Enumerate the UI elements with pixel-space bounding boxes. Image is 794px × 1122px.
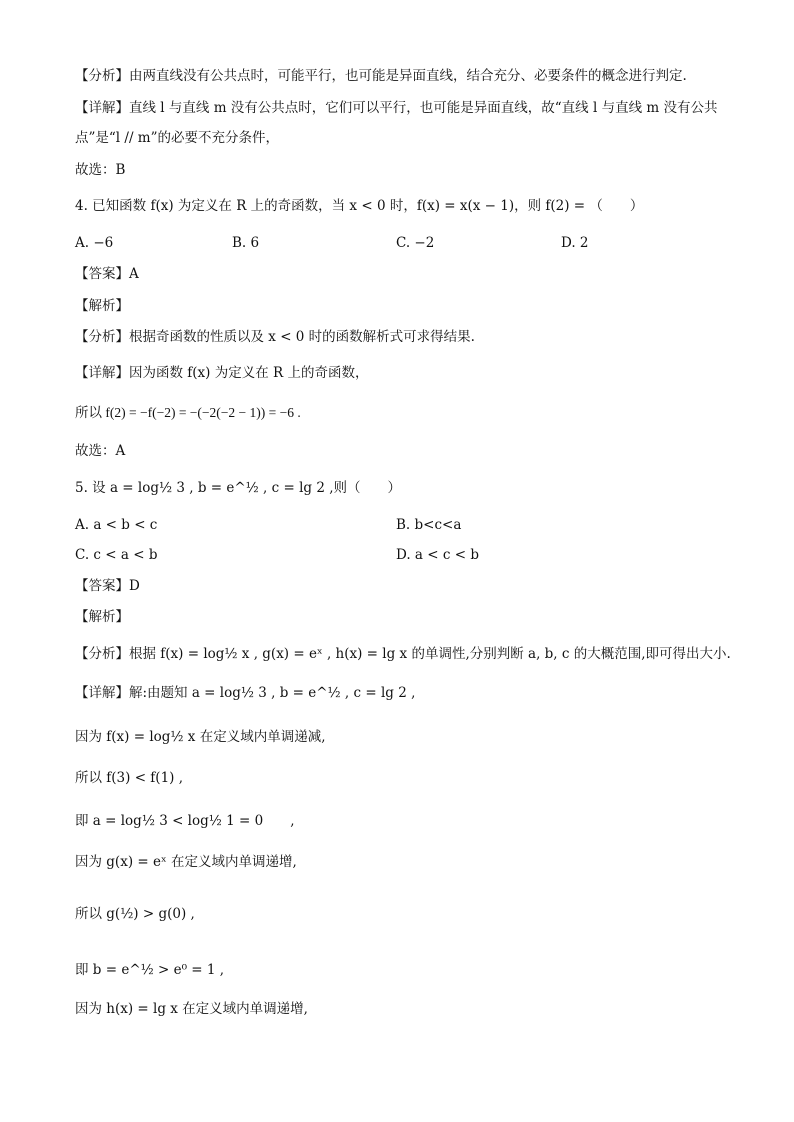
detail-line-q3: 【详解】直线 l 与直线 m 没有公共点时，它们可以平行，也可能是异面直线，故“直线 l 与直线 m 没有公共 bbox=[75, 100, 718, 116]
q5-option-a: A. a < b < c bbox=[75, 517, 158, 533]
q5-option-d: D. a < c < b bbox=[396, 547, 479, 563]
calc-q4: 所以 f(2) = −f(−2) = −(−2(−2 − 1)) = −6 . bbox=[75, 405, 301, 420]
choice-q4: 故选：A bbox=[75, 443, 126, 459]
solution-q5: 【解析】 bbox=[75, 609, 129, 625]
analysis-line-q3: 【分析】由两直线没有公共点时，可能平行，也可能是异面直线，结合充分、必要条件的概念进行判定. bbox=[75, 68, 687, 84]
step-f-compare: 所以 f(3) < f(1) , bbox=[75, 770, 184, 786]
detail-q4: 【详解】因为函数 f(x) 为定义在 R 上的奇函数， bbox=[75, 365, 369, 381]
step-b-greater: 即 b = e^½ > e⁰ = 1 , bbox=[75, 962, 225, 978]
step-h-increasing: 因为 h(x) = lg x 在定义域内单调递增, bbox=[75, 1001, 308, 1017]
analysis-q5: 【分析】根据 f(x) = log½ x , g(x) = eˣ , h(x) = lg x 的单调性,分别判断 a, b, c 的大概范围,即可得出大小. bbox=[75, 646, 731, 662]
question-4: 4. 已知函数 f(x) 为定义在 R 上的奇函数，当 x < 0 时，f(x) = x(x − 1)，则 f(2) = （ ） bbox=[75, 198, 644, 214]
q4-option-c: C. −2 bbox=[396, 235, 435, 251]
step-f-decreasing: 因为 f(x) = log½ x 在定义域内单调递减, bbox=[75, 729, 326, 745]
analysis-q4: 【分析】根据奇函数的性质以及 x < 0 时的函数解析式可求得结果. bbox=[75, 329, 475, 345]
step-a-negative: 即 a = log½ 3 < log½ 1 = 0 , bbox=[75, 813, 295, 829]
q4-option-a: A. −6 bbox=[75, 235, 114, 251]
q4-option-d: D. 2 bbox=[561, 235, 589, 251]
step-g-increasing: 因为 g(x) = eˣ 在定义域内单调递增, bbox=[75, 854, 297, 870]
answer-q4: 【答案】A bbox=[75, 266, 139, 282]
solution-q4: 【解析】 bbox=[75, 298, 129, 314]
choice-line-q3: 故选：B bbox=[75, 162, 126, 178]
q4-option-b: B. 6 bbox=[232, 235, 260, 251]
detail-line-q3-cont: 点”是“l // m”的必要不充分条件， bbox=[75, 130, 280, 146]
q5-option-c: C. c < a < b bbox=[75, 547, 158, 563]
detail-q5: 【详解】解:由题知 a = log½ 3 , b = e^½ , c = lg 2 , bbox=[75, 685, 416, 701]
q5-option-b: B. b<c<a bbox=[396, 517, 462, 533]
step-g-compare: 所以 g(½) > g(0) , bbox=[75, 906, 195, 922]
question-5: 5. 设 a = log½ 3 , b = e^½ , c = lg 2 ,则（ ） bbox=[75, 480, 402, 496]
answer-q5: 【答案】D bbox=[75, 578, 140, 594]
